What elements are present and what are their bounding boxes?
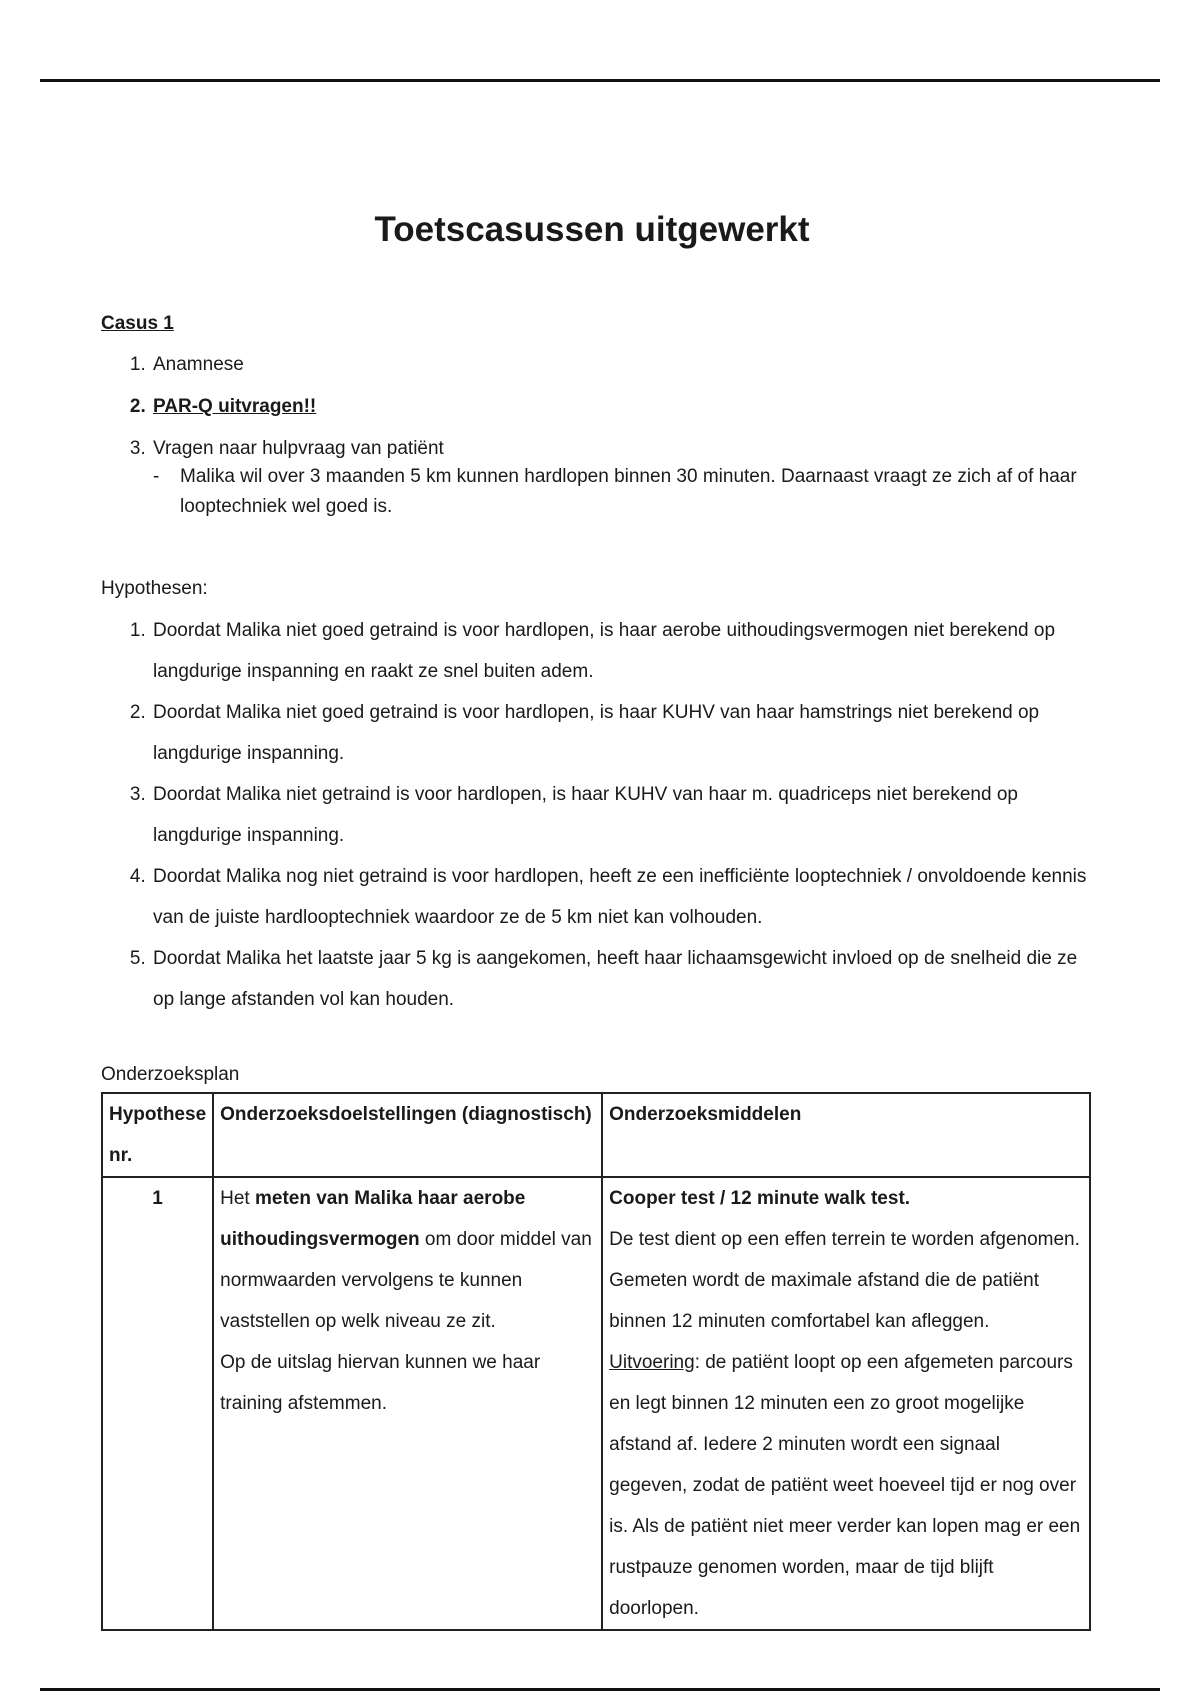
header-rule: [40, 79, 1160, 82]
hypothesis-item: 1. Doordat Malika niet goed getraind is voor hardlopen, is haar aerobe uithoudingsvermogen niet berekend op langdurige inspanning en raakt ze snel buiten adem.: [151, 610, 1093, 692]
hypothesis-nr-cell: 1: [102, 1177, 213, 1630]
hypotheses-list: [101, 610, 1093, 1020]
goal-text-post: om door middel van normwaarden vervolgens te kunnen vaststellen op welk niveau ze zit.: [220, 1229, 592, 1332]
table-header-row: [102, 1093, 1090, 1177]
case-heading: Casus 1: [101, 313, 174, 334]
method-title: Cooper test / 12 minute walk test.: [609, 1188, 911, 1209]
goal-note: Op de uitslag hiervan kunnen we haar training afstemmen.: [220, 1352, 541, 1414]
hypothesis-item: 2. Doordat Malika niet goed getraind is voor hardlopen, is haar KUHV van haar hamstrings niet berekend op langdurige inspanning.: [151, 692, 1093, 774]
list-item: [151, 386, 1093, 428]
goal-text-bold: meten van Malika haar aerobe uithoudingsvermogen: [220, 1188, 526, 1250]
plan-heading: Onderzoeksplan: [101, 1064, 240, 1085]
document-page: [101, 200, 1093, 1631]
hypothesis-item: 5. Doordat Malika het laatste jaar 5 kg is aangekomen, heeft haar lichaamsgewicht invloed op de snelheid die ze op lange afstanden vol kan houden.: [151, 938, 1093, 1020]
list-item-label: Vragen naar hulpvraag van patiënt: [153, 438, 444, 459]
help-question-list: [153, 462, 1093, 522]
goal-text-pre: Het: [220, 1188, 255, 1209]
page-title: Toetscasussen uitgewerkt: [374, 210, 810, 249]
case-steps-list: [101, 344, 1093, 522]
research-plan-table: [101, 1092, 1091, 1631]
list-item-label: PAR-Q uitvragen!!: [153, 396, 317, 417]
hypothesis-item: 4. Doordat Malika nog niet getraind is voor hardlopen, heeft ze een inefficiënte looptechniek / onvoldoende kennis van de juiste hardlooptechniek waardoor ze de 5 km niet kan volhouden.: [151, 856, 1093, 938]
list-item: 1. Anamnese: [151, 344, 1093, 386]
method-exec-text: : de patiënt loopt op een afgemeten parcours en legt binnen 12 minuten een zo groot mogelijke afstand af. Iedere 2 minuten wordt een signaal gegeven, zodat de patiënt weet hoeveel tijd er nog over is. Als de patiënt niet meer verder kan lopen mag er een rustpauze genomen worden, maar de tijd blijft doorlopen.: [609, 1352, 1081, 1619]
method-exec-label: Uitvoering: [609, 1352, 695, 1373]
table-row: [102, 1177, 1090, 1630]
method-description: De test dient op een effen terrein te worden afgenomen. Gemeten wordt de maximale afstand die de patiënt binnen 12 minuten comfortabel kan afleggen.: [609, 1229, 1080, 1332]
goal-cell: [213, 1177, 602, 1630]
hypotheses-heading: Hypothesen:: [101, 578, 208, 599]
footer-rule: [40, 1688, 1160, 1691]
method-cell: [602, 1177, 1090, 1630]
list-item: [151, 428, 1093, 522]
column-header-goals: Onderzoeksdoelstellingen (diagnostisch): [213, 1093, 602, 1177]
hypothesis-item: 3. Doordat Malika niet getraind is voor hardlopen, is haar KUHV van haar m. quadriceps niet berekend op langdurige inspanning.: [151, 774, 1093, 856]
column-header-methods: Onderzoeksmiddelen: [602, 1093, 1090, 1177]
column-header-nr: Hypothese nr.: [102, 1093, 213, 1177]
help-question: - Malika wil over 3 maanden 5 km kunnen hardlopen binnen 30 minuten. Daarnaast vraagt ze zich af of haar looptechniek wel goed is.: [153, 462, 1093, 522]
